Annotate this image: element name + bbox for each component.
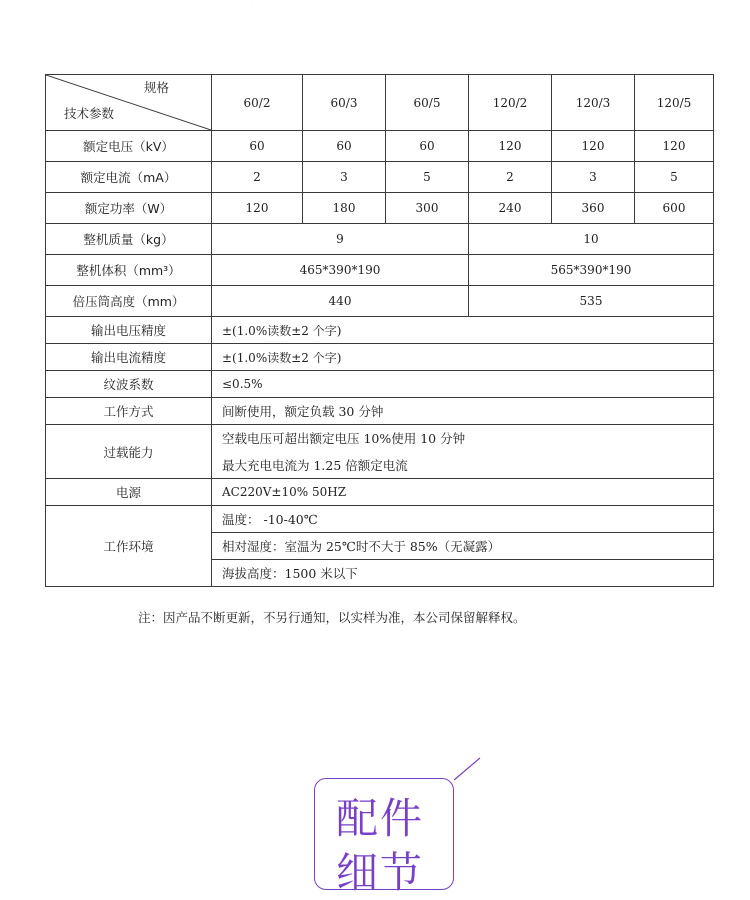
- row-label: 倍压筒高度（mm）: [46, 286, 212, 317]
- top-tick-mark: [245, 0, 257, 4]
- disclaimer-note: 注：因产品不断更新，不另行通知，以实样为准，本公司保留解释权。: [138, 610, 526, 625]
- cell-value: 120: [552, 131, 635, 162]
- cell-value: 120: [635, 131, 714, 162]
- spec-table: [45, 74, 714, 587]
- table-row: [46, 131, 714, 162]
- model-header: 60/2: [212, 75, 303, 131]
- table-row: [46, 162, 714, 193]
- table-row: [46, 479, 714, 506]
- cell-value: 535: [469, 286, 714, 317]
- cell-value: 相对湿度：室温为 25℃时不大于 85%（无凝露）: [212, 533, 714, 560]
- cell-value: 440: [212, 286, 469, 317]
- row-label: 额定功率（W）: [46, 193, 212, 224]
- row-label: 过载能力: [46, 425, 212, 479]
- cell-value: 间断使用，额定负载 30 分钟: [212, 398, 714, 425]
- table-row: [46, 371, 714, 398]
- cell-value: 3: [552, 162, 635, 193]
- badge-accent-line: [452, 756, 482, 782]
- row-label: 工作环境: [46, 506, 212, 587]
- accessories-title-line2: 细节: [336, 848, 425, 897]
- cell-value: 2: [212, 162, 303, 193]
- table-row: [46, 224, 714, 255]
- table-row: [46, 425, 714, 452]
- corner-header-cell: [46, 75, 212, 131]
- cell-value: 5: [635, 162, 714, 193]
- table-header-row: [46, 75, 714, 131]
- cell-value: 180: [303, 193, 386, 224]
- model-header: 120/5: [635, 75, 714, 131]
- cell-value: 120: [212, 193, 303, 224]
- accessories-title-line1: 配件: [336, 794, 425, 843]
- cell-value: ±(1.0%读数±2 个字): [212, 344, 714, 371]
- cell-value: 空载电压可超出额定电压 10%使用 10 分钟: [212, 425, 714, 452]
- row-label: 整机体积（mm³）: [46, 255, 212, 286]
- model-header: 120/2: [469, 75, 552, 131]
- table-row: [46, 255, 714, 286]
- model-header: 120/3: [552, 75, 635, 131]
- cell-value: 温度： -10-40℃: [212, 506, 714, 533]
- cell-value: 10: [469, 224, 714, 255]
- table-row: [46, 398, 714, 425]
- cell-value: ≤0.5%: [212, 371, 714, 398]
- cell-value: 2: [469, 162, 552, 193]
- table-row: [46, 286, 714, 317]
- cell-value: 9: [212, 224, 469, 255]
- corner-param-label: 技术参数: [64, 106, 115, 121]
- cell-value: 300: [386, 193, 469, 224]
- cell-value: 60: [212, 131, 303, 162]
- model-header: 60/5: [386, 75, 469, 131]
- row-label: 工作方式: [46, 398, 212, 425]
- cell-value: 海拔高度：1500 米以下: [212, 560, 714, 587]
- row-label: 输出电流精度: [46, 344, 212, 371]
- cell-value: 465*390*190: [212, 255, 469, 286]
- accessories-title: [336, 792, 424, 900]
- table-row: [46, 193, 714, 224]
- cell-value: 最大充电电流为 1.25 倍额定电流: [212, 452, 714, 479]
- table-row: [46, 344, 714, 371]
- row-label: 额定电压（kV）: [46, 131, 212, 162]
- row-label: 输出电压精度: [46, 317, 212, 344]
- cell-value: 360: [552, 193, 635, 224]
- row-label: 电源: [46, 479, 212, 506]
- table-row: [46, 506, 714, 533]
- cell-value: 600: [635, 193, 714, 224]
- table-row: [46, 317, 714, 344]
- cell-value: 240: [469, 193, 552, 224]
- model-header: 60/3: [303, 75, 386, 131]
- row-label: 纹波系数: [46, 371, 212, 398]
- cell-value: 3: [303, 162, 386, 193]
- row-label: 额定电流（mA）: [46, 162, 212, 193]
- cell-value: 565*390*190: [469, 255, 714, 286]
- cell-value: AC220V±10% 50HZ: [212, 479, 714, 506]
- cell-value: ±(1.0%读数±2 个字): [212, 317, 714, 344]
- corner-spec-label: 规格: [143, 80, 169, 95]
- cell-value: 60: [303, 131, 386, 162]
- cell-value: 60: [386, 131, 469, 162]
- cell-value: 5: [386, 162, 469, 193]
- cell-value: 120: [469, 131, 552, 162]
- row-label: 整机质量（kg）: [46, 224, 212, 255]
